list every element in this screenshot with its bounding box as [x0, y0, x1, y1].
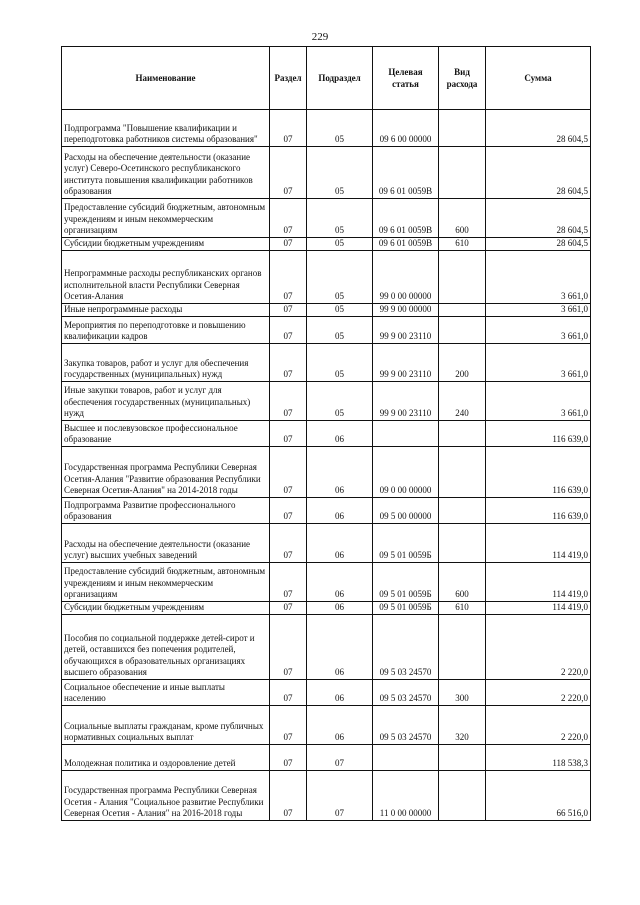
- row-section: 07: [270, 563, 307, 602]
- row-sum: 28 604,5: [486, 238, 591, 251]
- row-sum: 3 661,0: [486, 344, 591, 382]
- row-expense: [439, 304, 486, 317]
- table-row: [62, 447, 591, 498]
- row-section: 07: [270, 421, 307, 447]
- row-expense: 300: [439, 680, 486, 706]
- row-subsection: 05: [307, 238, 373, 251]
- row-expense: [439, 524, 486, 563]
- row-expense: 200: [439, 344, 486, 382]
- row-sum: 3 661,0: [486, 251, 591, 304]
- row-section: 07: [270, 615, 307, 680]
- row-name: Непрограммные расходы республиканских органов исполнительной власти Республики Северная Осетия-Алания: [62, 251, 270, 304]
- row-subsection: 05: [307, 251, 373, 304]
- row-article: 09 6 01 0059В: [373, 147, 439, 199]
- header-expense-type: Вид расхода: [439, 47, 486, 110]
- row-expense: [439, 615, 486, 680]
- row-expense: [439, 745, 486, 771]
- row-expense: 610: [439, 238, 486, 251]
- table-row: [62, 745, 591, 771]
- row-sum: 2 220,0: [486, 680, 591, 706]
- row-name: Закупка товаров, работ и услуг для обеспечения государственных (муниципальных) нужд: [62, 344, 270, 382]
- row-subsection: 06: [307, 615, 373, 680]
- row-article: 09 5 01 0059Б: [373, 524, 439, 563]
- row-subsection: 06: [307, 498, 373, 524]
- table-row: [62, 110, 591, 147]
- row-section: 07: [270, 317, 307, 344]
- row-article: 09 6 01 0059В: [373, 238, 439, 251]
- row-name: Расходы на обеспечение деятельности (оказание услуг) высших учебных заведений: [62, 524, 270, 563]
- row-name: Иные непрограммные расходы: [62, 304, 270, 317]
- row-article: [373, 745, 439, 771]
- row-subsection: 05: [307, 110, 373, 147]
- table-row: [62, 147, 591, 199]
- row-name: Подпрограмма "Повышение квалификации и переподготовка работников системы образования": [62, 110, 270, 147]
- row-name: Расходы на обеспечение деятельности (оказание услуг) Северо-Осетинского республиканского института повышения квалификации работников образования: [62, 147, 270, 199]
- row-expense: 610: [439, 602, 486, 615]
- row-sum: 116 639,0: [486, 498, 591, 524]
- row-sum: 28 604,5: [486, 110, 591, 147]
- row-sum: 114 419,0: [486, 602, 591, 615]
- row-name: Высшее и послевузовское профессиональное образование: [62, 421, 270, 447]
- row-sum: 28 604,5: [486, 147, 591, 199]
- row-name: Государственная программа Республики Северная Осетия - Алания "Социальное развитие Республики Северная Осетия - Алания" на 2016-2018 годы: [62, 771, 270, 821]
- row-name: Пособия по социальной поддержке детей-сирот и детей, оставшихся без попечения родителей, обучающихся в образовательных организациях высшего образования: [62, 615, 270, 680]
- table-row: [62, 498, 591, 524]
- row-expense: [439, 251, 486, 304]
- row-name: Иные закупки товаров, работ и услуг для обеспечения государственных (муниципальных) нужд: [62, 382, 270, 421]
- row-section: 07: [270, 498, 307, 524]
- row-sum: 114 419,0: [486, 524, 591, 563]
- row-subsection: 05: [307, 304, 373, 317]
- row-expense: [439, 771, 486, 821]
- row-subsection: 07: [307, 745, 373, 771]
- row-article: 09 5 00 00000: [373, 498, 439, 524]
- budget-table: [61, 46, 591, 821]
- header-section: Раздел: [270, 47, 307, 110]
- table-row: [62, 615, 591, 680]
- row-section: 07: [270, 745, 307, 771]
- row-sum: 114 419,0: [486, 563, 591, 602]
- row-article: 09 5 03 24570: [373, 680, 439, 706]
- row-section: 07: [270, 304, 307, 317]
- table-body: [62, 110, 591, 821]
- table-row: [62, 251, 591, 304]
- row-section: 07: [270, 147, 307, 199]
- header-name: Наименование: [62, 47, 270, 110]
- table-row: [62, 706, 591, 745]
- header-subsection: Подраздел: [307, 47, 373, 110]
- row-subsection: 05: [307, 317, 373, 344]
- row-section: 07: [270, 524, 307, 563]
- row-article: 09 6 00 00000: [373, 110, 439, 147]
- table-row: [62, 344, 591, 382]
- row-sum: 3 661,0: [486, 304, 591, 317]
- row-section: 07: [270, 706, 307, 745]
- row-name: Субсидии бюджетным учреждениям: [62, 238, 270, 251]
- row-section: 07: [270, 199, 307, 238]
- row-article: 99 0 00 00000: [373, 251, 439, 304]
- row-subsection: 06: [307, 421, 373, 447]
- table-row: [62, 199, 591, 238]
- row-section: 07: [270, 344, 307, 382]
- table-header-row: [62, 47, 591, 110]
- row-article: 09 0 00 00000: [373, 447, 439, 498]
- row-sum: 2 220,0: [486, 615, 591, 680]
- table-row: [62, 602, 591, 615]
- table-row: [62, 563, 591, 602]
- row-article: 99 9 00 00000: [373, 304, 439, 317]
- row-article: 09 6 01 0059В: [373, 199, 439, 238]
- row-name: Социальное обеспечение и иные выплаты населению: [62, 680, 270, 706]
- row-subsection: 05: [307, 199, 373, 238]
- row-expense: [439, 498, 486, 524]
- row-name: Государственная программа Республики Северная Осетия-Алания "Развитие образования Республики Северная Осетия-Алания" на 2014-2018 годы: [62, 447, 270, 498]
- row-article: [373, 421, 439, 447]
- table-row: [62, 771, 591, 821]
- table-row: [62, 680, 591, 706]
- header-sum: Сумма: [486, 47, 591, 110]
- table-row: [62, 382, 591, 421]
- row-article: 11 0 00 00000: [373, 771, 439, 821]
- table-row: [62, 238, 591, 251]
- row-article: 99 9 00 23110: [373, 344, 439, 382]
- table-row: [62, 421, 591, 447]
- row-subsection: 06: [307, 602, 373, 615]
- row-name: Предоставление субсидий бюджетным, автономным учреждениям и иным некоммерческим организациям: [62, 563, 270, 602]
- row-subsection: 06: [307, 680, 373, 706]
- table-row: [62, 317, 591, 344]
- row-article: 09 5 01 0059Б: [373, 602, 439, 615]
- table-row: [62, 524, 591, 563]
- row-subsection: 06: [307, 447, 373, 498]
- row-sum: 28 604,5: [486, 199, 591, 238]
- row-section: 07: [270, 251, 307, 304]
- row-name: Молодежная политика и оздоровление детей: [62, 745, 270, 771]
- row-name: Подпрограмма Развитие профессионального образования: [62, 498, 270, 524]
- row-section: 07: [270, 238, 307, 251]
- row-subsection: 06: [307, 524, 373, 563]
- row-sum: 66 516,0: [486, 771, 591, 821]
- row-section: 07: [270, 110, 307, 147]
- row-sum: 116 639,0: [486, 447, 591, 498]
- header-target-article: Целевая статья: [373, 47, 439, 110]
- row-name: Мероприятия по переподготовке и повышению квалификации кадров: [62, 317, 270, 344]
- row-subsection: 06: [307, 706, 373, 745]
- row-article: 09 5 03 24570: [373, 706, 439, 745]
- row-subsection: 07: [307, 771, 373, 821]
- row-name: Субсидии бюджетным учреждениям: [62, 602, 270, 615]
- row-article: 99 9 00 23110: [373, 382, 439, 421]
- row-expense: [439, 421, 486, 447]
- row-expense: [439, 447, 486, 498]
- row-expense: 240: [439, 382, 486, 421]
- row-sum: 118 538,3: [486, 745, 591, 771]
- row-article: 09 5 01 0059Б: [373, 563, 439, 602]
- table-row: [62, 304, 591, 317]
- row-expense: [439, 110, 486, 147]
- row-article: 99 9 00 23110: [373, 317, 439, 344]
- row-expense: [439, 147, 486, 199]
- row-subsection: 05: [307, 344, 373, 382]
- page-number: 229: [311, 31, 329, 43]
- row-expense: [439, 317, 486, 344]
- row-name: Социальные выплаты гражданам, кроме публичных нормативных социальных выплат: [62, 706, 270, 745]
- row-expense: 600: [439, 199, 486, 238]
- row-expense: 600: [439, 563, 486, 602]
- row-section: 07: [270, 602, 307, 615]
- row-section: 07: [270, 447, 307, 498]
- row-name: Предоставление субсидий бюджетным, автономным учреждениям и иным некоммерческим организациям: [62, 199, 270, 238]
- row-sum: 3 661,0: [486, 317, 591, 344]
- row-section: 07: [270, 771, 307, 821]
- row-subsection: 05: [307, 382, 373, 421]
- row-sum: 116 639,0: [486, 421, 591, 447]
- row-expense: 320: [439, 706, 486, 745]
- row-subsection: 06: [307, 563, 373, 602]
- row-sum: 2 220,0: [486, 706, 591, 745]
- row-subsection: 05: [307, 147, 373, 199]
- row-section: 07: [270, 680, 307, 706]
- row-section: 07: [270, 382, 307, 421]
- row-article: 09 5 03 24570: [373, 615, 439, 680]
- row-sum: 3 661,0: [486, 382, 591, 421]
